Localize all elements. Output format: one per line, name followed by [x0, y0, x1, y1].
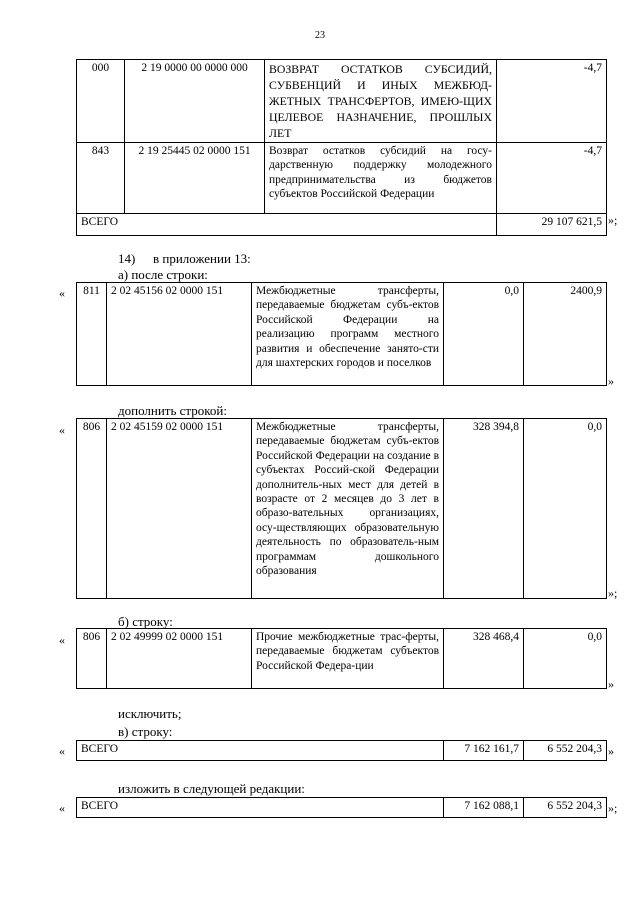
total-table-new [76, 797, 607, 818]
total-table-old [76, 740, 607, 761]
row-table-811 [76, 282, 607, 386]
total-row [77, 741, 607, 761]
total-value-1: 7 162 088,1 [444, 798, 524, 818]
row-kbk: 2 02 45159 02 0000 151 [107, 419, 252, 599]
total-value-1: 7 162 161,7 [444, 741, 524, 761]
row-code: 806 [77, 419, 107, 599]
total-value-2: 6 552 204,3 [524, 798, 607, 818]
row-value-2: 0,0 [524, 629, 607, 689]
open-quote: « [59, 286, 65, 300]
row-name: Межбюджетные трансферты, передаваемые бюджетам субъ-ектов Российской Федерации на создание в субъектах Россий-ской Федерации дополнитель-ных мест для детей в возрасте от 2 месяцев до 3 лет в образо-вательных организациях, осу-ществляющих образовательную деятельность по образователь-ным программам дошкольного образования [252, 419, 444, 599]
exclude-label: исключить; [118, 706, 182, 721]
close-quote: » [608, 744, 614, 758]
close-quote: » [608, 677, 614, 691]
close-quote: »; [608, 213, 618, 227]
row-kbk: 2 02 45156 02 0000 151 [107, 283, 252, 386]
row-value: -4,7 [497, 60, 607, 143]
row-value-2: 2400,9 [524, 283, 607, 386]
row-name: Прочие межбюджетные трас-ферты, передаваемые бюджетам субъектов Российской Федера-ции [252, 629, 444, 689]
open-quote: « [59, 744, 65, 758]
row-kbk: 2 19 25445 02 0000 151 [125, 143, 265, 214]
subitem-b: б) строку: [118, 614, 173, 629]
close-quote: »; [608, 801, 618, 815]
row-code: 000 [77, 60, 125, 143]
open-quote: « [59, 423, 65, 437]
row-code: 843 [77, 143, 125, 214]
row-name: Возврат остатков субсидий на госу-дарственную поддержку молодежного предпринимательства из бюджетов субъектов Российской Федерации [265, 143, 497, 214]
row-code: 811 [77, 283, 107, 386]
row-value-1: 328 394,8 [444, 419, 524, 599]
item-number: 14) [118, 251, 136, 266]
item-text: в приложении 13: [153, 251, 251, 266]
table-row [77, 143, 607, 214]
restate-label: изложить в следующей редакции: [118, 781, 305, 796]
row-value-1: 328 468,4 [444, 629, 524, 689]
total-label: ВСЕГО [77, 741, 444, 761]
row-value: -4,7 [497, 143, 607, 214]
total-row [77, 214, 607, 236]
row-kbk: 2 02 49999 02 0000 151 [107, 629, 252, 689]
total-label: ВСЕГО [77, 214, 497, 236]
revenue-table-1 [76, 59, 607, 236]
open-quote: « [59, 801, 65, 815]
table-row [77, 419, 607, 599]
total-value: 29 107 621,5 [497, 214, 607, 236]
row-value-2: 0,0 [524, 419, 607, 599]
total-value-2: 6 552 204,3 [524, 741, 607, 761]
table-row [77, 629, 607, 689]
row-code: 806 [77, 629, 107, 689]
close-quote: »; [608, 586, 618, 600]
supplement-label: дополнить строкой: [118, 403, 227, 418]
row-name: ВОЗВРАТ ОСТАТКОВ СУБСИДИЙ, СУБВЕНЦИЙ И ИНЫХ МЕЖБЮД-ЖЕТНЫХ ТРАНСФЕРТОВ, ИМЕЮ-ЩИХ ЦЕЛЕВОЕ НАЗНАЧЕНИЕ, ПРОШЛЫХ ЛЕТ [265, 60, 497, 143]
open-quote: « [59, 633, 65, 647]
row-table-806-new [76, 418, 607, 599]
table-row [77, 60, 607, 143]
row-table-806-other [76, 628, 607, 689]
total-label: ВСЕГО [77, 798, 444, 818]
subitem-a: а) после строки: [118, 267, 208, 282]
subitem-v: в) строку: [118, 724, 173, 739]
row-kbk: 2 19 0000 00 0000 000 [125, 60, 265, 143]
page-number: 23 [315, 30, 325, 41]
row-name: Межбюджетные трансферты, передаваемые бюджетам субъ-ектов Российской Федерации на реализацию программ местного развития и обеспечение занято-сти для шахтерских городов и поселков [252, 283, 444, 386]
total-row [77, 798, 607, 818]
table-row [77, 283, 607, 386]
row-value-1: 0,0 [444, 283, 524, 386]
close-quote: » [608, 374, 614, 388]
